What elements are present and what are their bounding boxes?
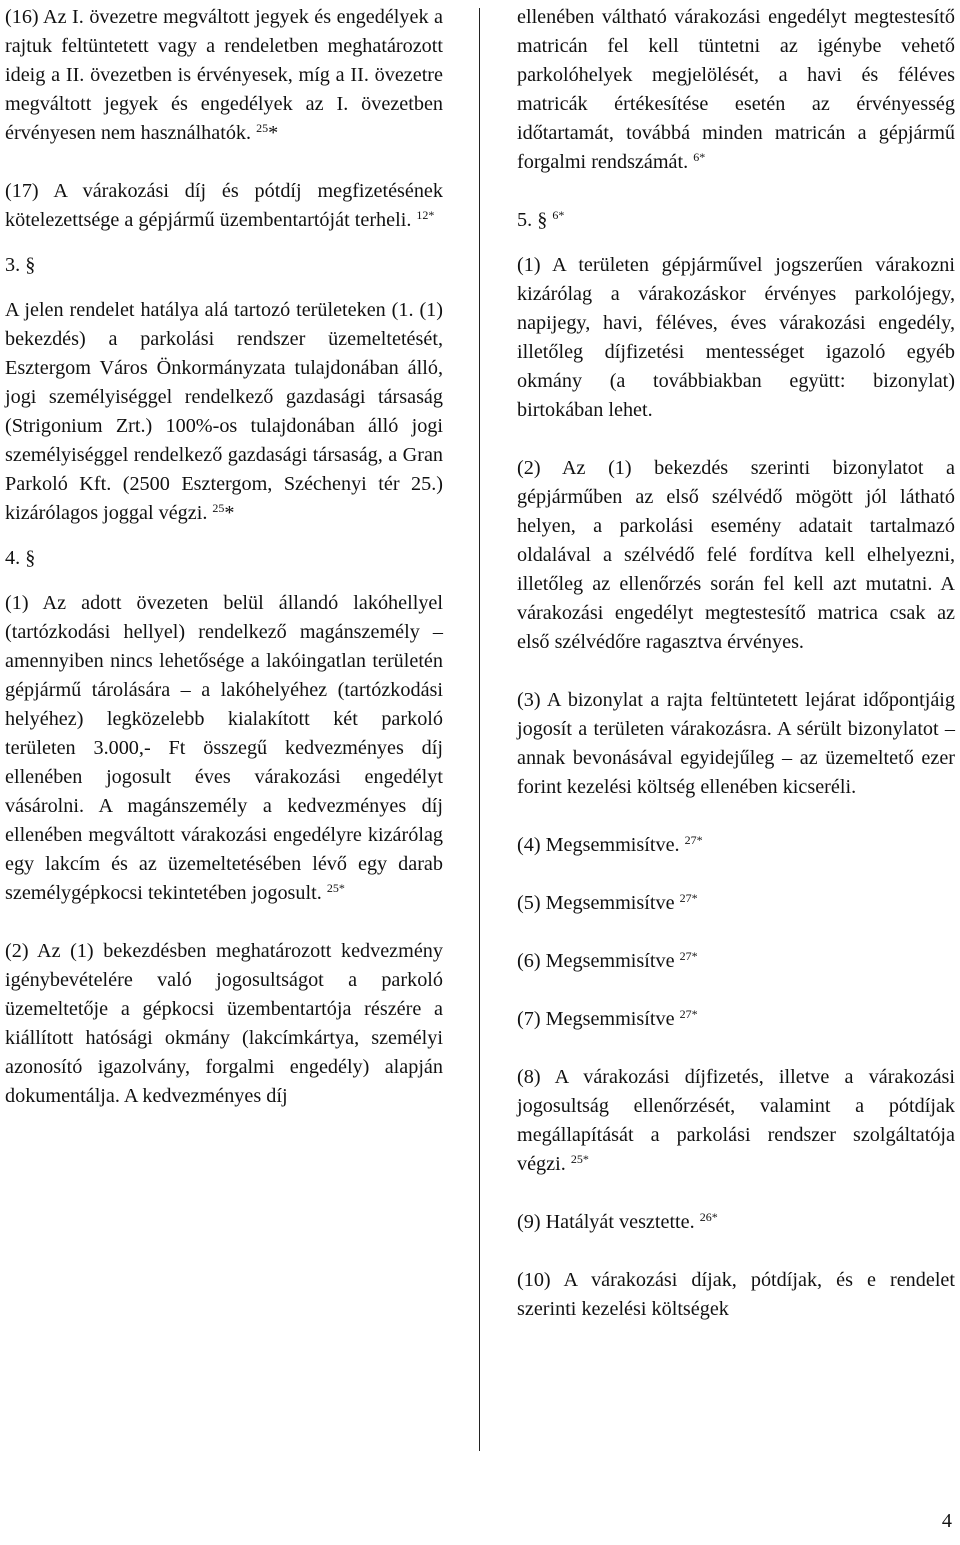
footnote-ref: 27* (679, 891, 698, 905)
column-divider (479, 8, 480, 1451)
paragraph-text: (17) A várakozási díj és pótdíj megfizetésének kötelezettsége a gépjármű üzembentartóját terheli. (5, 180, 443, 231)
paragraph-5-5 (517, 889, 955, 918)
section-heading-5: 5. § $^{6*}$ (517, 208, 565, 231)
section-heading-3: 3. § (5, 254, 36, 276)
footnote-ref: 25* (326, 881, 345, 895)
footnote-ref: 27* (679, 949, 698, 963)
paragraph-text: (1) Az adott övezeten belül állandó lakóhellyel (tartózkodási hellyel) rendelkező magánszemély – amennyiben nincs lehetősége a lakóingatlan területén gépjármű tárolására – a lakóhelyéhez (tartózkodási helyéhez) legközelebb kialakított két parkoló területen 3.000,- Ft összegű kedvezményes díj ellenében jogosult éves várakozási engedélyt vásárolni. A magánszemély a kedvezményes díj ellenében megváltott várakozási engedélyre kizárólag egy lakcím és az üzemeltetésében lévő egy darab személygépkocsi tekintetében jogosult. (5, 592, 443, 904)
right-column (517, 3, 955, 1324)
footnote-ref: 6* (693, 150, 706, 164)
footnote-mark: * (268, 122, 279, 144)
left-column (5, 3, 443, 1111)
footnote-ref: 25 (256, 121, 269, 135)
footnote-mark: * (224, 502, 235, 524)
paragraph-5-4 (517, 831, 955, 860)
paragraph-17 (5, 177, 443, 235)
paragraph-text: (6) Megsemmisítve (517, 950, 675, 972)
paragraph-text: (8) A várakozási díjfizetés, illetve a várakozási jogosultság ellenőrzését, valamint a pótdíjak megállapítását a parkolási rendszer szolgáltatója végzi. (517, 1066, 955, 1175)
paragraph-4-2: (2) Az (1) bekezdésben meghatározott kedvezmény igénybevételére való jogosultságot a parkoló üzemeltetője a gépkocsi üzembentartója részére a kiállított hatósági okmány (lakcímkártya, személyi azonosító igazolvány, forgalmi engedély) alapján dokumentálja. A kedvezményes díj (5, 940, 443, 1107)
paragraph-16 (5, 3, 443, 148)
section-symbol: § (25, 547, 36, 569)
section-heading-4: 4. § (5, 547, 36, 569)
paragraph-continuation (517, 3, 955, 177)
paragraph-5-2: (2) Az (1) bekezdés szerinti bizonylatot a gépjárműben az első szélvédő mögött jól látható helyen, a parkolási esemény adatait tartalmazó oldalával a szélvédő felé fordítva kell elhelyezni, illetőleg az ellenőrzés során fel kell azt mutatni. A várakozási engedélyt megtestesítő matrica csak az első szélvédőre ragasztva érvényes. (517, 457, 955, 653)
paragraph-text: (4) Megsemmisítve. (517, 834, 680, 856)
paragraph-text: (16) Az I. övezetre megváltott jegyek és engedélyek a rajtuk feltüntetett vagy a rendeletben meghatározott ideig a II. övezetben is érvényesek, míg a II. övezetre megváltott jegyek és engedélyek az I. övezetben érvényesen nem használhatók. (5, 6, 443, 144)
footnote-ref: 27* (679, 1007, 698, 1021)
paragraph-text: (9) Hatályát vesztette. (517, 1211, 695, 1233)
paragraph-text: (5) Megsemmisítve (517, 892, 675, 914)
section-3-text (5, 296, 443, 528)
paragraph-5-8 (517, 1063, 955, 1179)
paragraph-5-6 (517, 947, 955, 976)
paragraph-5-10: (10) A várakozási díjak, pótdíjak, és e rendelet szerinti kezelési költségek (517, 1269, 955, 1320)
footnote-ref: 6* (552, 208, 565, 222)
footnote-ref: 25* (570, 1152, 589, 1166)
paragraph-text: ellenében váltható várakozási engedélyt megtestesítő matricán fel kell tüntetni az igénybe vehető parkolóhelyek megjelölését, a havi és féléves matricák értékesítése esetén az érvényesség időtartamát, továbbá minden matricán a gépjármű forgalmi rendszámát. (517, 6, 955, 173)
footnote-ref: 25 (212, 501, 225, 515)
footnote-ref: 26* (699, 1210, 718, 1224)
paragraph-text: (7) Megsemmisítve (517, 1008, 675, 1030)
paragraph-5-3: (3) A bizonylat a rajta feltüntetett lejárat időpontjáig jogosít a területen várakozásra. A sérült bizonylatot – annak bevonásával egyidejűleg – az üzemeltető ezer forint kezelési költség ellenében kicseréli. (517, 689, 955, 798)
paragraph-4-1 (5, 589, 443, 908)
paragraph-5-9 (517, 1208, 955, 1237)
section-symbol: § (537, 209, 548, 231)
section-symbol: § (25, 254, 36, 276)
paragraph-5-7 (517, 1005, 955, 1034)
footnote-ref: 27* (684, 833, 703, 847)
page-number: 4 (941, 1510, 952, 1532)
footnote-ref: 12* (416, 208, 435, 222)
paragraph-text: A jelen rendelet hatálya alá tartozó területeken (1. (1) bekezdés) a parkolási rendszer üzemeltetését, Esztergom Város Önkormányzata tulajdonában álló, jogi személyiséggel rendelkező gazdasági társaság (Strigonium Zrt.) 100%-os tulajdonában álló jogi személyiséggel rendelkező gazdasági társaság, a Gran Parkoló Kft. (2500 Esztergom, Széchenyi tér 25.) kizárólagos joggal végzi. (5, 299, 443, 524)
paragraph-5-1: (1) A területen gépjárművel jogszerűen várakozni kizárólag a várakozáskor érvényes parkolójegy, napijegy, havi, féléves, éves várakozási engedély, illetőleg díjfizetési mentességet igazoló egyéb okmány (a továbbiakban együtt: bizonylat) birtokában lehet. (517, 254, 955, 421)
